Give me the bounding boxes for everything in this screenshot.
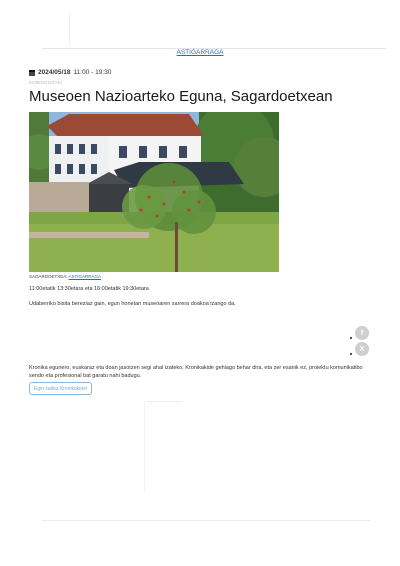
list-bullet: [350, 353, 352, 355]
share-buttons: [350, 326, 369, 356]
calendar-icon: [29, 70, 35, 76]
event-description: Udaberriko bisita bereziaz gain, egun honetan museoaren sarrera doakoa izango da.: [29, 301, 236, 307]
event-date: 2024/05/18: [38, 69, 71, 76]
photo-credit: [29, 274, 101, 279]
ad-slot-divider: [144, 402, 145, 492]
share-item-facebook: [350, 326, 369, 340]
event-schedule: 11:00etatik 13:30etara eta 16:00etatik 19:30etara: [29, 286, 149, 292]
membership-promo-text: Kronika egunero, euskaraz eta doan jasotzen segi ahal izateko, Kronikakide gehiago behar dira, eta zer esanik ez, proiektu komunikatibo sendo eta profesional bat garatu nahi badugu.: [29, 365, 363, 380]
event-date-row: [29, 69, 111, 76]
ad-slot-top-border: [146, 401, 182, 402]
museum-building-photo: [29, 112, 279, 272]
event-time: 11:00 - 19:30: [73, 69, 112, 76]
town-link[interactable]: ASTIGARRAGA: [176, 49, 224, 56]
event-title: Museoen Nazioarteko Eguna, Sagardoetxean: [29, 88, 333, 105]
x-icon[interactable]: X: [355, 342, 369, 356]
facebook-icon[interactable]: f: [355, 326, 369, 340]
footer-divider: [42, 520, 370, 521]
event-photo: [29, 112, 279, 272]
list-bullet: [350, 337, 352, 339]
share-item-x: [350, 342, 369, 356]
event-category: ZORINGOZAKI: [29, 80, 63, 85]
become-member-button[interactable]: Egin zaitez Kronikakide!: [29, 382, 92, 395]
photo-credit-link[interactable]: ASTIGARRAGA: [68, 274, 102, 279]
site-logo-area[interactable]: [42, 12, 70, 46]
photo-credit-label: SAGARDOETXEA:: [29, 274, 68, 279]
